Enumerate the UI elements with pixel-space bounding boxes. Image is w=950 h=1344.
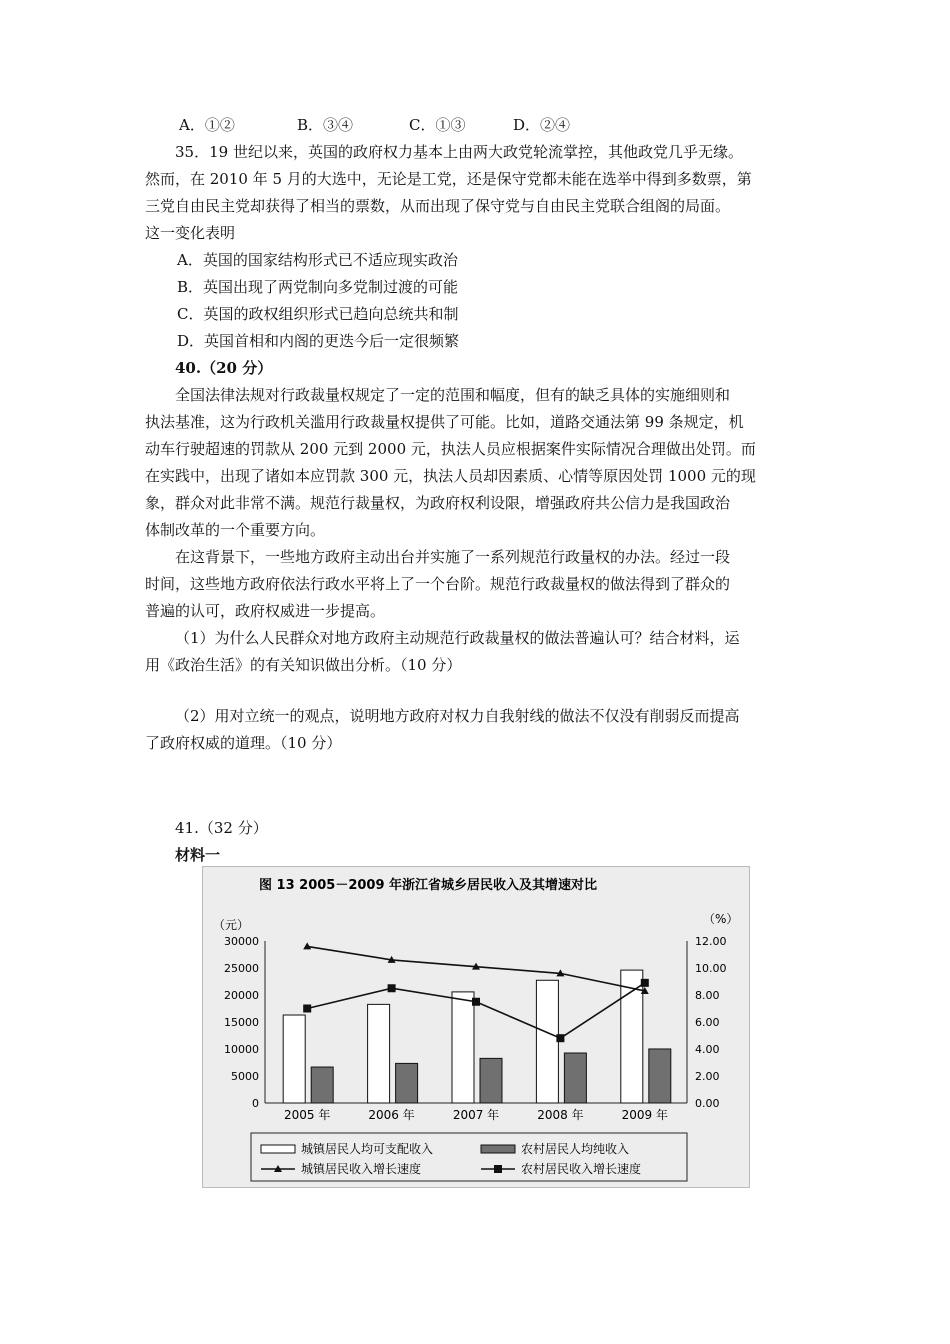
rural-income-bar xyxy=(649,1049,671,1103)
rural-income-bar xyxy=(564,1053,586,1103)
document-page xyxy=(145,112,845,869)
left-tick-label: 0 xyxy=(252,1097,259,1110)
right-tick-label: 8.00 xyxy=(695,989,720,1002)
legend-rural-line: 农村居民收入增长速度 xyxy=(521,1162,642,1176)
left-tick-label: 15000 xyxy=(224,1016,259,1029)
rural-income-bar xyxy=(396,1063,418,1103)
rural-growth-line xyxy=(307,983,645,1038)
q40-para2-line: 在这背景下，一些地方政府主动出台并实施了一系列规范行政量权的办法。经过一段 xyxy=(175,548,731,566)
q35-option-c: C．英国的政权组织形式已趋向总统共和制 xyxy=(177,305,459,323)
q40-para1-line: 在实践中，出现了诸如本应罚款 300 元，执法人员却因素质、心情等原因处罚 1000 元的现 xyxy=(145,467,756,485)
urban-growth-point xyxy=(303,942,311,949)
left-tick-label: 20000 xyxy=(224,989,259,1002)
q40-para1-line: 体制改革的一个重要方向。 xyxy=(145,521,326,539)
urban-income-bar xyxy=(368,1004,390,1103)
legend-rural-line-marker xyxy=(494,1165,502,1173)
q35-stem-line: 然而，在 2010 年 5 月的大选中，无论是工党，还是保守党都未能在选举中得到多数票，第 xyxy=(145,170,752,188)
q40-sub2-line: （2）用对立统一的观点，说明地方政府对权力自我射线的做法不仅没有削弱反而提高 xyxy=(175,707,740,725)
left-tick-label: 5000 xyxy=(231,1070,259,1083)
legend-urban-bar-swatch xyxy=(261,1145,295,1153)
rural-income-bar xyxy=(480,1058,502,1103)
legend-rural-bar-swatch xyxy=(481,1145,515,1153)
urban-income-bar xyxy=(536,980,558,1103)
q35-stem-line: 这一变化表明 xyxy=(145,224,236,242)
urban-income-bar xyxy=(452,992,474,1103)
rural-income-bar xyxy=(311,1067,333,1103)
x-tick-label: 2008 年 xyxy=(537,1108,584,1122)
rural-growth-point xyxy=(556,1034,564,1042)
legend-rural-bar: 农村居民人均纯收入 xyxy=(521,1142,630,1156)
right-tick-label: 12.00 xyxy=(695,935,727,948)
q34-option-d: D．②④ xyxy=(513,116,571,134)
q34-option-a: A．①② xyxy=(179,116,235,134)
right-tick-label: 4.00 xyxy=(695,1043,720,1056)
q40-heading: 40.（20 分） xyxy=(175,359,273,377)
right-tick-label: 10.00 xyxy=(695,962,727,975)
q35-option-b: B．英国出现了两党制向多党制过渡的可能 xyxy=(177,278,459,296)
q40-para2-line: 普遍的认可，政府权威进一步提高。 xyxy=(145,602,386,620)
income-chart xyxy=(202,866,750,1188)
q40-sub2-line: 了政府权威的道理。（10 分） xyxy=(145,734,342,752)
q40-sub1-line: （1）为什么人民群众对地方政府主动规范行政裁量权的做法普遍认可？结合材料，运 xyxy=(175,629,740,647)
q40-para1-line: 全国法律法规对行政裁量权规定了一定的范围和幅度，但有的缺乏具体的实施细则和 xyxy=(175,386,731,404)
rural-growth-point xyxy=(388,984,396,992)
q35-option-d: D．英国首相和内阁的更迭今后一定很频繁 xyxy=(177,332,460,350)
rural-growth-point xyxy=(472,998,480,1006)
q40-para1-line: 象，群众对此非常不满。规范行裁量权，为政府权利设限，增强政府共公信力是我国政治 xyxy=(145,494,731,512)
right-axis-unit: （%） xyxy=(703,912,739,926)
left-tick-label: 25000 xyxy=(224,962,259,975)
left-tick-label: 10000 xyxy=(224,1043,259,1056)
q41-material-label: 材料一 xyxy=(175,846,221,864)
q34-options xyxy=(145,112,845,139)
q35-stem-line: 三党自由民主党却获得了相当的票数，从而出现了保守党与自由民主党联合组阁的局面。 xyxy=(145,197,731,215)
q34-option-c: C．①③ xyxy=(409,116,466,134)
income-chart-svg xyxy=(203,867,749,1187)
x-tick-label: 2007 年 xyxy=(452,1108,500,1122)
q41-heading: 41.（32 分） xyxy=(175,819,268,837)
q40-para1-line: 动车行驶超速的罚款从 200 元到 2000 元，执法人员应根据案件实际情况合理做出处罚。而 xyxy=(145,440,756,458)
left-axis-unit: （元） xyxy=(213,918,250,932)
q40-sub1-line: 用《政治生活》的有关知识做出分析。（10 分） xyxy=(145,656,462,674)
q40-para2-line: 时间，这些地方政府依法行政水平将上了一个台阶。规范行政裁量权的做法得到了群众的 xyxy=(145,575,731,593)
right-tick-label: 2.00 xyxy=(695,1070,720,1083)
right-tick-label: 0.00 xyxy=(695,1097,720,1110)
q40-para1-line: 执法基准，这为行政机关滥用行政裁量权提供了可能。比如，道路交通法第 99 条规定，机 xyxy=(145,413,744,431)
x-tick-label: 2006 年 xyxy=(368,1108,415,1122)
right-tick-label: 6.00 xyxy=(695,1016,720,1029)
legend-urban-bar: 城镇居民人均可支配收入 xyxy=(301,1142,434,1156)
left-tick-label: 30000 xyxy=(224,935,259,948)
rural-growth-point xyxy=(641,979,649,987)
x-tick-label: 2005 年 xyxy=(284,1108,331,1122)
rural-growth-point xyxy=(303,1005,311,1013)
urban-income-bar xyxy=(283,1015,305,1103)
legend-urban-line: 城镇居民收入增长速度 xyxy=(301,1162,422,1176)
q35-option-a: A．英国的国家结构形式已不适应现实政治 xyxy=(177,251,458,269)
chart-title: 图 13 2005－2009 年浙江省城乡居民收入及其增速对比 xyxy=(259,878,598,893)
q35-stem-line: 35．19 世纪以来，英国的政府权力基本上由两大政党轮流掌控，其他政党几乎无缘。 xyxy=(175,143,743,161)
x-tick-label: 2009 年 xyxy=(621,1108,668,1122)
q34-option-b: B．③④ xyxy=(297,116,354,134)
